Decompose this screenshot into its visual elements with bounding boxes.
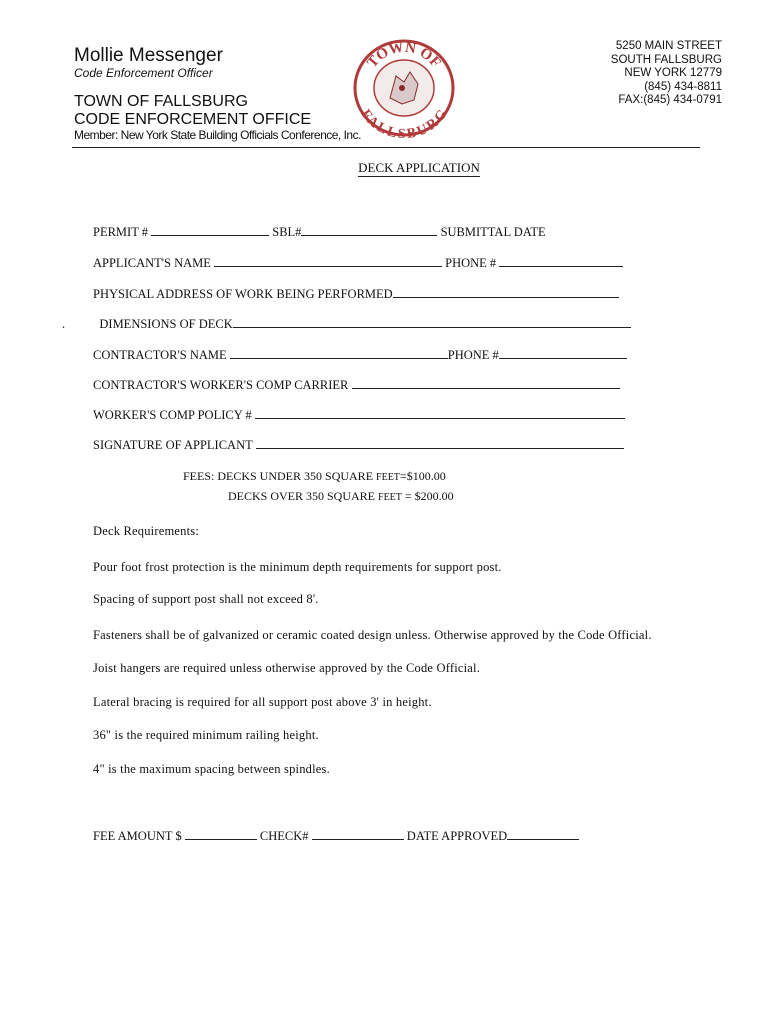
sbl-field[interactable] [301, 224, 437, 236]
date-approved-label: DATE APPROVED [406, 829, 508, 843]
town-seal-logo [352, 38, 456, 138]
contractor-name-field[interactable] [230, 347, 448, 359]
town-name: TOWN OF FALLSBURG [74, 93, 248, 110]
contractor-name-label: CONTRACTOR'S NAME [93, 348, 227, 362]
row-address [93, 286, 619, 302]
permit-field[interactable] [151, 224, 269, 236]
address-phone: (845) 434-8811 [644, 80, 722, 93]
applicant-name-label: APPLICANT'S NAME [93, 256, 211, 270]
address-city: SOUTH FALLSBURG [610, 53, 722, 66]
physical-address-field[interactable] [393, 286, 619, 298]
date-approved-field[interactable] [507, 828, 579, 840]
physical-address-label: PHYSICAL ADDRESS OF WORK BEING PERFORMED [93, 287, 393, 301]
address-fax: FAX:(845) 434-0791 [618, 94, 722, 106]
fee-over: DECKS OVER 350 SQUARE FEET = $200.00 [228, 489, 454, 503]
check-field[interactable] [312, 828, 404, 840]
row-applicant [93, 255, 623, 271]
row-dimensions [62, 316, 631, 332]
requirement-item: Joist hangers are required unless otherwise approved by the Code Official. [93, 661, 481, 675]
requirement-item: Fasteners shall be of galvanized or ceramic coated design unless. Otherwise approved by the Code Official. [93, 628, 652, 642]
comp-carrier-field[interactable] [352, 377, 620, 389]
header-divider [72, 147, 700, 148]
membership-line: Member: New York State Building Officials Conference, Inc. [74, 128, 361, 142]
requirement-item: 36" is the required minimum railing height. [93, 728, 319, 742]
signature-field[interactable] [256, 437, 624, 449]
requirement-item: Spacing of support post shall not exceed 8'. [93, 592, 319, 606]
requirement-item: 4" is the maximum spacing between spindles. [93, 762, 330, 776]
address-state: NEW YORK 12779 [624, 67, 722, 79]
dimensions-label: DIMENSIONS OF DECK [99, 317, 233, 331]
row-comp-policy [93, 407, 625, 423]
sbl-label: SBL# [272, 225, 302, 239]
submittal-date-label: SUBMITTAL DATE [440, 225, 546, 239]
officer-name: Mollie Messenger [74, 45, 223, 66]
phone-field[interactable] [499, 255, 623, 267]
permit-label: PERMIT # [93, 225, 148, 239]
svg-text:TOWN OF: TOWN OF [364, 39, 444, 71]
comp-carrier-label: CONTRACTOR'S WORKER'S COMP CARRIER [93, 378, 349, 392]
phone-label: PHONE # [445, 256, 497, 270]
office-name: CODE ENFORCEMENT OFFICE [74, 111, 312, 128]
requirement-item: Lateral bracing is required for all support post above 3' in height. [93, 695, 432, 709]
check-label: CHECK# [259, 829, 309, 843]
contractor-phone-label: PHONE # [447, 348, 499, 362]
signature-label: SIGNATURE OF APPLICANT [93, 438, 253, 452]
fee-amount-label: FEE AMOUNT $ [93, 829, 182, 843]
contractor-phone-field[interactable] [499, 347, 627, 359]
fee-amount-field[interactable] [185, 828, 257, 840]
row-contractor [93, 347, 627, 363]
address-street: 5250 MAIN STREET [615, 40, 722, 52]
fee-under: FEES: DECKS UNDER 350 SQUARE FEET=$100.00 [183, 469, 446, 483]
applicant-name-field[interactable] [214, 255, 442, 267]
dimensions-field[interactable] [233, 316, 631, 328]
row-permit [93, 224, 546, 240]
dimensions-bullet: . [62, 317, 66, 331]
svg-text:FALLSBURG: FALLSBURG [357, 107, 451, 138]
officer-role: Code Enforcement Officer [74, 66, 213, 80]
comp-policy-label: WORKER'S COMP POLICY # [93, 408, 252, 422]
row-office-use [93, 828, 579, 844]
comp-policy-field[interactable] [255, 407, 625, 419]
office-address [611, 40, 722, 108]
row-signature [93, 437, 624, 453]
requirements-heading: Deck Requirements: [93, 524, 199, 538]
form-title: DECK APPLICATION [358, 160, 480, 175]
row-comp-carrier [93, 377, 620, 393]
requirement-item: Pour foot frost protection is the minimum depth requirements for support post. [93, 560, 502, 574]
office-title [74, 93, 311, 129]
